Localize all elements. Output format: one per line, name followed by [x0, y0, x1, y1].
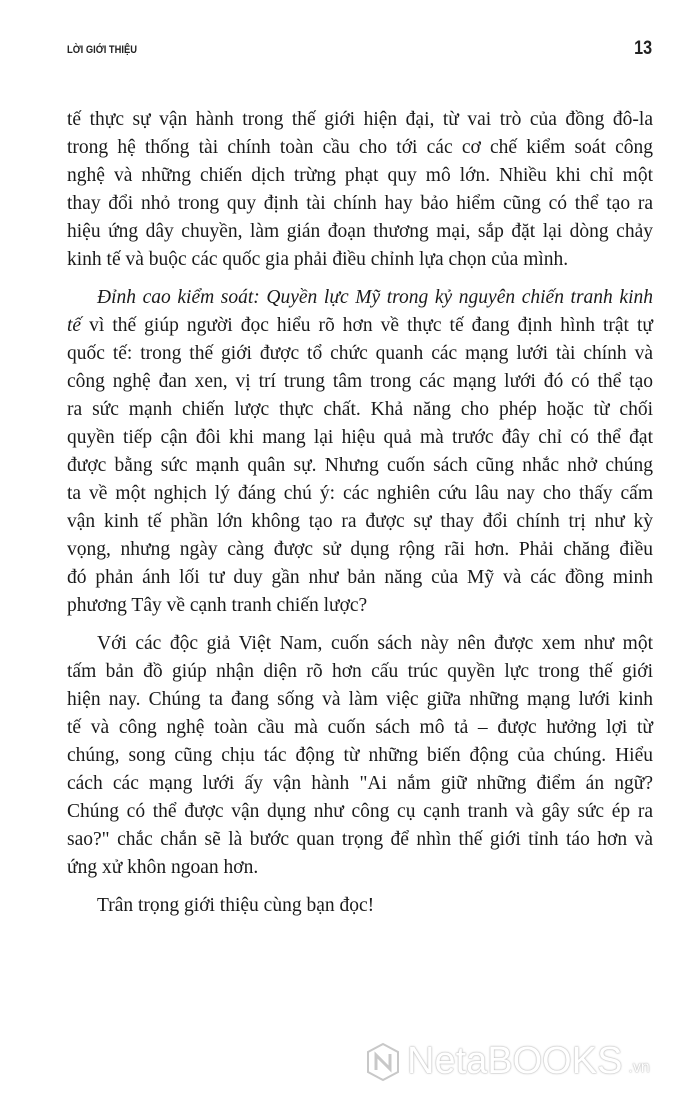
running-header-title: LỜI GIỚI THIỆU	[67, 44, 137, 56]
book-title-italic-cont: tế	[67, 315, 82, 336]
closing-line: Trân trọng giới thiệu cùng bạn đọc!	[97, 895, 375, 916]
netabooks-logo-icon	[365, 1042, 401, 1082]
watermark-brand: NetaBOOKS	[407, 1040, 623, 1082]
text-line: sao?" chắc chắn sẽ là bước quan trọng để nhìn thế giới tỉnh táo hơn và	[67, 829, 653, 850]
text-line: chúng, song cũng chịu tác động từ những biến động của chúng. Hiểu	[67, 745, 653, 766]
text-line: công nghệ đan xen, vị trí trung tâm trong các mạng lưới đó có thể tạo	[67, 371, 653, 392]
text-line: ta về một nghịch lý đáng chú ý: các nghiên cứu lâu nay cho thấy cấm	[67, 483, 653, 504]
text-line: quốc tế: trong thế giới được tổ chức quanh các mạng lưới tài chính và	[67, 343, 653, 364]
paragraph-3	[67, 630, 653, 882]
watermark-suffix: .vn	[628, 1059, 650, 1076]
text-line: kinh tế và buộc các quốc gia phải điều chỉnh lựa chọn của mình.	[67, 249, 569, 270]
page-number: 13	[634, 38, 652, 59]
paragraph-1	[67, 106, 653, 274]
text-line: vọng, nhưng ngày càng được sử dụng rộng rãi hơn. Phải chăng điều	[67, 539, 653, 560]
text-line	[67, 312, 653, 340]
text-line: Với các độc giả Việt Nam, cuốn sách này nên được xem như một	[97, 633, 653, 654]
book-title-italic: Đỉnh cao kiểm soát: Quyền lực Mỹ trong kỷ nguyên chiến tranh kinh	[97, 287, 653, 308]
text-line: đó phản ánh lối tư duy gần như bản năng của Mỹ và các đồng minh	[67, 567, 653, 588]
netabooks-watermark	[365, 1040, 650, 1083]
text-line: tế và công nghệ toàn cầu mà cuốn sách mô tả – được hưởng lợi từ	[67, 717, 653, 738]
text-line: cách các mạng lưới ấy vận hành "Ai nắm giữ những điểm án ngữ?	[67, 773, 653, 794]
text-line: thay đổi nhỏ trong quy định tài chính hay bảo hiểm cũng có thể tạo ra	[67, 193, 653, 214]
text-line: ứng xử khôn ngoan hơn.	[67, 857, 259, 878]
text-line: được bằng sức mạnh quân sự. Nhưng cuốn sách cũng nhắc nhở chúng	[67, 455, 653, 476]
text-line: ra sức mạnh chiến lược thực chất. Khả năng cho phép hoặc từ chối	[67, 399, 653, 420]
page-body	[67, 106, 653, 930]
text-line: trong hệ thống tài chính toàn cầu cho tới các cơ chế kiểm soát công	[67, 137, 653, 158]
text-line: hiệu ứng dây chuyền, làm gián đoạn thương mại, sắp đặt lại dòng chảy	[67, 221, 653, 242]
text-line: Chúng có thể được vận dụng như công cụ cạnh tranh và gây sức ép ra	[67, 801, 653, 822]
text-line: tế thực sự vận hành trong thế giới hiện đại, từ vai trò của đồng đô-la	[67, 109, 653, 130]
paragraph-2	[67, 284, 653, 620]
text-line: tấm bản đồ giúp nhận diện rõ hơn cấu trúc quyền lực trong thế giới	[67, 661, 653, 682]
text-line: hiện nay. Chúng ta đang sống và làm việc giữa những mạng lưới kinh	[67, 689, 653, 710]
text-line: quyền tiếp cận đôi khi mang lại hiệu quả mà trước đây chỉ có thể đạt	[67, 427, 653, 448]
text-line: phương Tây về cạnh tranh chiến lược?	[67, 595, 368, 616]
text-line: nghệ và những chiến dịch trừng phạt quy mô lớn. Nhiều khi chỉ một	[67, 165, 653, 186]
text-line-rest: vì thế giúp người đọc hiểu rõ hơn về thực tế đang định hình trật tự	[81, 315, 653, 336]
text-line: vận kinh tế phần lớn không tạo ra được sự thay đổi chính trị như kỳ	[67, 511, 653, 532]
paragraph-closing	[67, 892, 653, 920]
